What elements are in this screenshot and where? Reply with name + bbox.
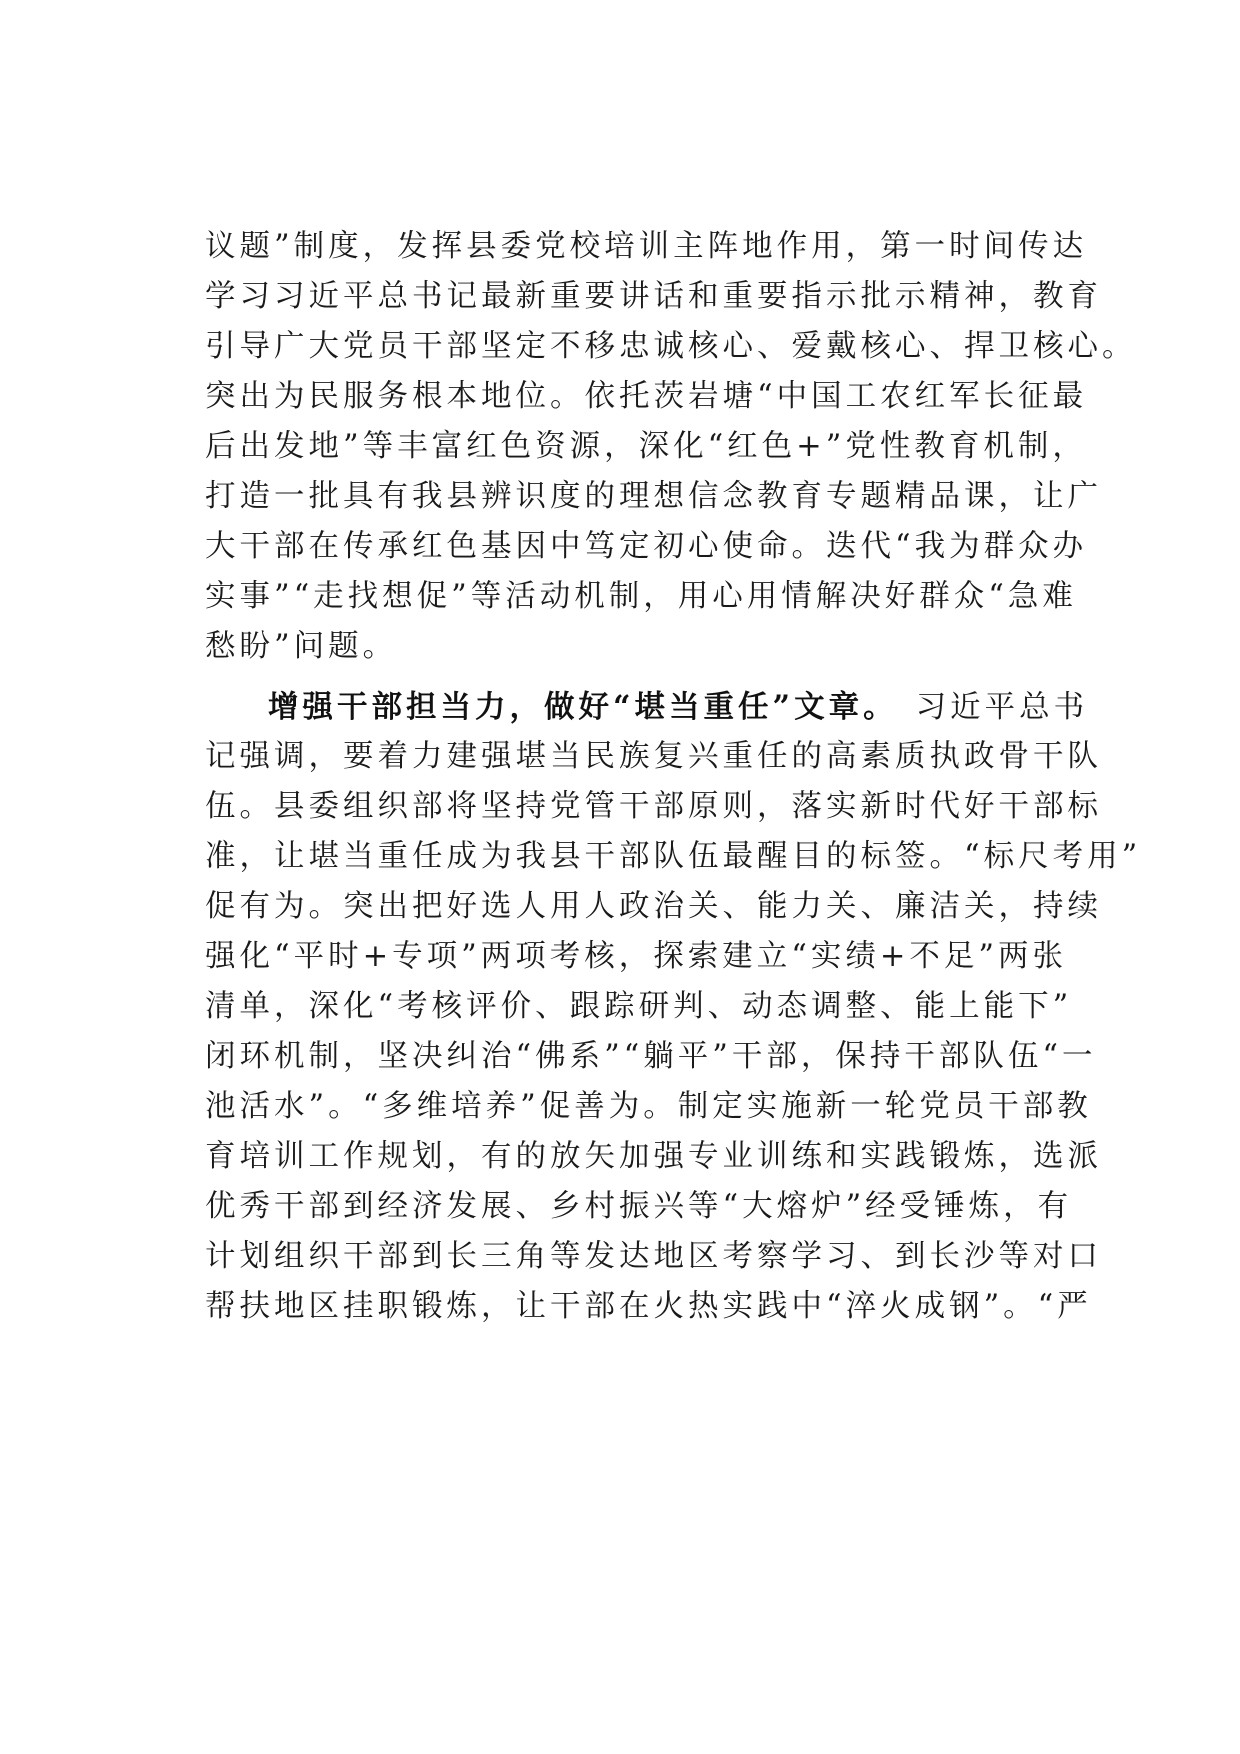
text-line: 学习习近平总书记最新重要讲话和重要指示批示精神，教育 [205, 279, 1102, 314]
text-line: 伍。县委组织部将坚持党管干部原则，落实新时代好干部标 [205, 789, 1102, 824]
text-line: 大干部在传承红色基因中笃定初心使命。迭代“我为群众办 [205, 529, 1088, 564]
text-line: 打造一批具有我县辨识度的理想信念教育专题精品课，让广 [205, 479, 1102, 514]
text-line: 议题”制度，发挥县委党校培训主阵地作用，第一时间传达 [205, 229, 1088, 264]
text-line: 准，让堪当重任成为我县干部队伍最醒目的标签。“标尺考用” [205, 839, 1142, 874]
text-line: 引导广大党员干部坚定不移忠诚核心、爱戴核心、捍卫核心。 [205, 329, 1137, 364]
text-line: 帮扶地区挂职锻炼，让干部在火热实践中“淬火成钢”。“严 [205, 1289, 1092, 1324]
text-line: 愁盼”问题。 [205, 629, 398, 664]
text-line: 闭环机制，坚决纠治“佛系”“躺平”干部，保持干部队伍“一 [205, 1039, 1097, 1074]
text-line: 实事”“走找想促”等活动机制，用心用情解决好群众“急难 [205, 579, 1077, 614]
text-line: 育培训工作规划，有的放矢加强专业训练和实践锻炼，选派 [205, 1139, 1102, 1174]
text-line-continuation: 习近平总书 [915, 690, 1089, 725]
paragraph-2 [205, 682, 1142, 1332]
text-line: 池活水”。“多维培养”促善为。制定实施新一轮党员干部教 [205, 1089, 1092, 1124]
text-line: 计划组织干部到长三角等发达地区考察学习、到长沙等对口 [205, 1239, 1102, 1274]
text-line: 清单，深化“考核评价、跟踪研判、动态调整、能上能下” [205, 989, 1073, 1024]
paragraph-1 [205, 222, 1137, 672]
text-line: 促有为。突出把好选人用人政治关、能力关、廉洁关，持续 [205, 889, 1102, 924]
text-line: 突出为民服务根本地位。依托茨岩塘“中国工农红军长征最 [205, 379, 1088, 414]
text-line: 记强调，要着力建强堪当民族复兴重任的高素质执政骨干队 [205, 739, 1102, 774]
text-line: 优秀干部到经济发展、乡村振兴等“大熔炉”经受锤炼，有 [205, 1189, 1073, 1224]
text-line: 后出发地”等丰富红色资源，深化“红色+”党性教育机制， [205, 429, 1087, 464]
paragraph-2-first-line [205, 682, 1089, 732]
text-line: 强化“平时+专项”两项考核，探索建立“实绩+不足”两张 [205, 939, 1067, 974]
section-heading: 增强干部担当力，做好“堪当重任”文章。 [268, 689, 898, 725]
